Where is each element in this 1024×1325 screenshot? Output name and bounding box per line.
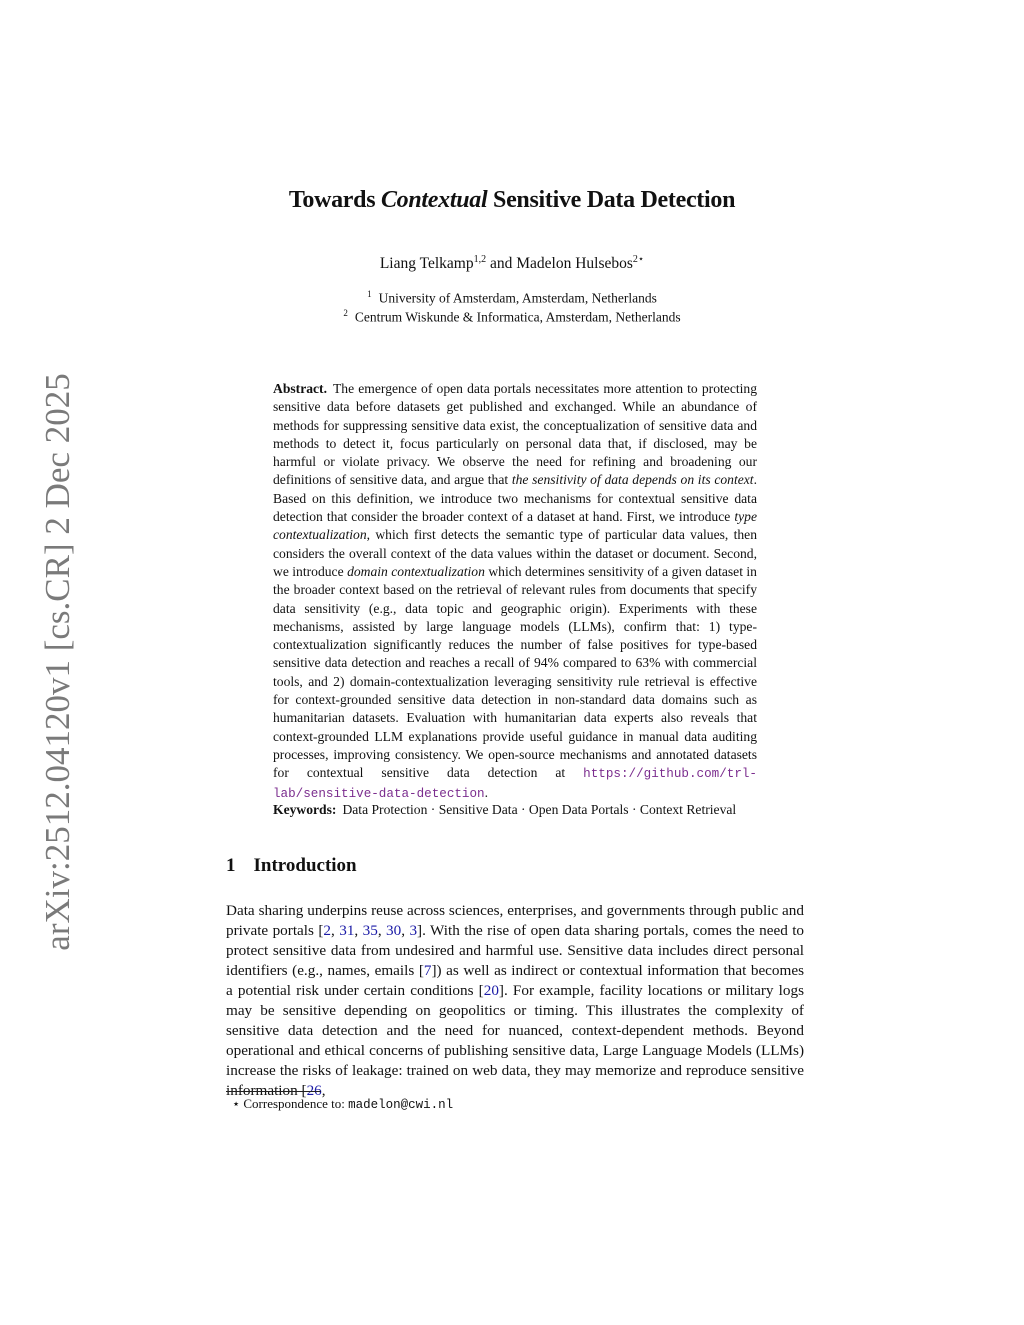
abstract-text-3: , which first detects the semantic type of particular data values, then considers the overall context of the data values within the dataset or document. Second, we introduce <box>273 527 757 579</box>
section-title: Introduction <box>253 855 357 876</box>
keywords-label: Keywords: <box>273 802 337 817</box>
title-part-3: Sensitive Data Detection <box>493 187 736 213</box>
title-part-2: Contextual <box>380 187 488 213</box>
footnote-text: Correspondence to: <box>243 1096 345 1111</box>
section-number: 1 <box>226 855 236 876</box>
citation-link[interactable]: 3 <box>409 922 418 939</box>
footnote-mark: ⋆ <box>232 1096 241 1111</box>
abstract-emphasis-2: type contextualization <box>273 509 757 543</box>
affiliation-2 <box>0 308 1024 326</box>
intro-text: , <box>331 922 340 939</box>
abstract-emphasis-3: domain contextualization <box>347 563 485 579</box>
affiliation-2-text: Centrum Wiskunde & Informatica, Amsterdam, Netherlands <box>354 309 681 325</box>
intro-text: ]. For example, facility locations or military logs may be sensitive depending on geopolitics or timing. This illustrates the complexity of sensitive data detection and the need for nuanced, context-dependent methods. Beyond operational and ethical concerns of publishing sensitive data, Large Language Models (LLMs) increase the risks of leakage: trained on web data, they may memorize and reproduce sensitive information [ <box>226 982 804 1099</box>
abstract-text-1: The emergence of open data portals necessitates more attention to protecting sensitive data before datasets get published and exchanged. While an abundance of methods for suppressing sensitive data exist, the conceptualization of sensitive data and methods to detect it, focus particularly on personal data that, if disclosed, may be harmful or violate privacy. We observe the need for refining and broadening our definitions of sensitive data, and argue that <box>273 381 757 488</box>
intro-text: ]. With the rise of open data sharing portals, comes the need to protect sensitive data from undesired and harmful use. Sensitive data includes direct personal identifiers (e.g., names, emails [ <box>226 922 805 979</box>
github-link[interactable]: https://github.com/trl-lab/sensitive-data-detection <box>273 767 757 801</box>
author-1: Liang Telkamp <box>379 255 474 272</box>
affiliation-1-text: University of Amsterdam, Amsterdam, Netherlands <box>378 290 657 306</box>
title-part-1: Towards <box>288 187 376 213</box>
intro-text: , <box>354 922 363 939</box>
keywords <box>273 802 773 818</box>
introduction-paragraph <box>226 901 804 1101</box>
author-1-affiliation-mark: 1,2 <box>473 254 487 265</box>
author-2-affiliation-mark: 2⋆ <box>632 254 645 265</box>
paper-title <box>0 187 1024 214</box>
citation-link[interactable]: 30 <box>386 922 402 939</box>
footnote-divider <box>226 1091 321 1092</box>
abstract-end: . <box>484 784 489 800</box>
author-conjunction: and <box>489 255 513 272</box>
citation-link[interactable]: 35 <box>362 922 378 939</box>
citation-link[interactable]: 2 <box>323 922 331 939</box>
affiliation-2-number: 2 <box>343 308 348 318</box>
abstract-emphasis-1: the sensitivity of data depends on its context <box>511 472 754 488</box>
footnote <box>232 1096 453 1112</box>
abstract-text-2: . Based on this definition, we introduce two mechanisms for contextual sensitive data detection that consider the broader context of a dataset at hand. First, we introduce <box>273 472 757 525</box>
citation-link[interactable]: 26 <box>306 1082 322 1099</box>
intro-text: ]) as well as indirect or contextual information that becomes a potential risk under certain conditions [ <box>226 962 804 999</box>
intro-text: Data sharing underpins reuse across sciences, enterprises, and governments through public and private portals [ <box>226 902 804 939</box>
abstract-label: Abstract. <box>273 381 327 396</box>
section-heading <box>226 855 357 877</box>
abstract-text-4: which determines sensitivity of a given dataset in the broader context based on the retrieval of relevant rules from documents that specify data sensitivity (e.g., data topic and geographic origin). Experiments with these mechanisms, assisted by large language models (LLMs), confirm that: 1) type-contextualization significantly reduces the number of false positives for type-based sensitive data detection and reaches a recall of 94% compared to 63% with commercial tools, and 2) domain-contextualization leveraging sensitivity rule retrieval is effective for context-grounded sensitive data detection in non-standard data domains such as humanitarian datasets. Evaluation with humanitarian data experts also reveals that context-grounded LLM explanations provide useful guidance in manual data auditing processes, improving consistency. We open-source mechanisms and annotated datasets for contextual sensitive data detection at <box>273 563 757 781</box>
arxiv-identifier-stamp: arXiv:2512.04120v1 [cs.CR] 2 Dec 2025 <box>38 373 77 951</box>
intro-text: , <box>377 922 387 939</box>
author-line <box>0 254 1024 273</box>
affiliation-1-number: 1 <box>367 289 372 299</box>
affiliation-1 <box>0 289 1024 307</box>
citation-link[interactable]: 31 <box>339 922 355 939</box>
abstract <box>273 380 757 803</box>
author-2: Madelon Hulsebos <box>516 255 633 272</box>
citation-link[interactable]: 20 <box>483 982 499 999</box>
intro-text: , <box>321 1082 326 1099</box>
citation-link[interactable]: 7 <box>423 962 432 979</box>
keywords-text: Data Protection · Sensitive Data · Open Data Portals · Context Retrieval <box>342 802 737 817</box>
correspondence-email[interactable]: madelon@cwi.nl <box>348 1098 454 1112</box>
intro-text: , <box>401 922 410 939</box>
